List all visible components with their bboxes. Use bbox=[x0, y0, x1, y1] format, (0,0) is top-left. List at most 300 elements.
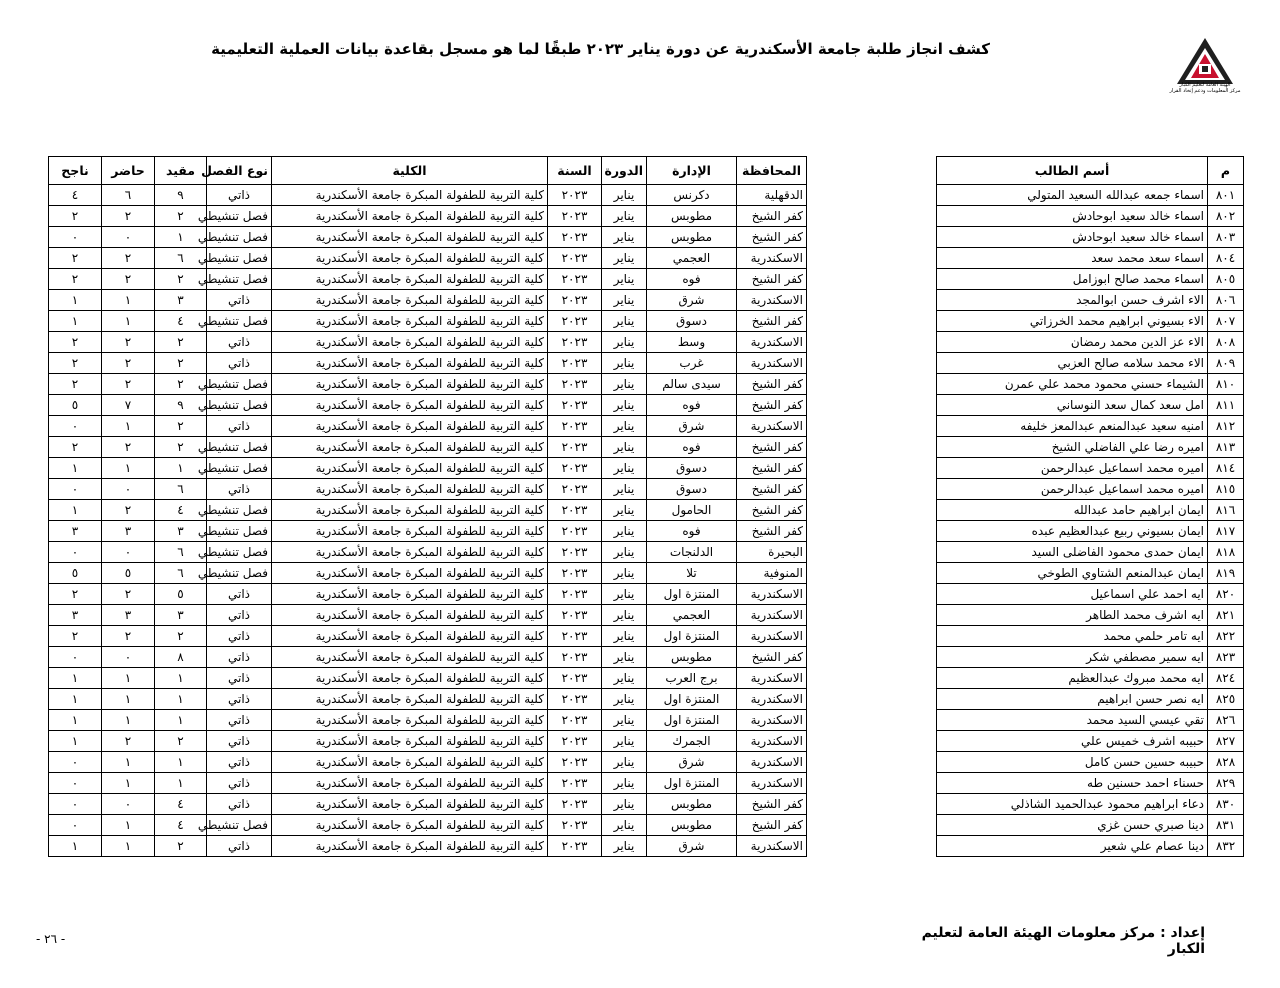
cycle: يناير bbox=[602, 290, 647, 311]
present-count: ٢ bbox=[102, 584, 155, 605]
row-number: ٨٢٥ bbox=[1208, 689, 1244, 710]
year: ٢٠٢٣ bbox=[548, 227, 602, 248]
student-name: ايه نصر حسن ابراهيم bbox=[937, 689, 1208, 710]
registered-count: ١ bbox=[155, 227, 207, 248]
administration: فوه bbox=[647, 269, 737, 290]
student-name: اميره محمد اسماعيل عبدالرحمن bbox=[937, 479, 1208, 500]
registered-count: ٢ bbox=[155, 731, 207, 752]
student-name: ايمان بسيوني ربيع عبدالعظيم عبده bbox=[937, 521, 1208, 542]
faculty: كلية التربية للطفولة المبكرة جامعة الأسكندرية bbox=[272, 521, 548, 542]
year: ٢٠٢٣ bbox=[548, 185, 602, 206]
row-number: ٨٣٠ bbox=[1208, 794, 1244, 815]
present-count: ١ bbox=[102, 836, 155, 857]
passed-count: ١ bbox=[49, 500, 102, 521]
cycle: يناير bbox=[602, 752, 647, 773]
col-header-name: أسم الطالب bbox=[937, 157, 1208, 185]
registered-count: ٥ bbox=[155, 584, 207, 605]
governorate: كفر الشيخ bbox=[737, 269, 807, 290]
registered-count: ٢ bbox=[155, 206, 207, 227]
governorate: الاسكندرية bbox=[737, 605, 807, 626]
table-row bbox=[49, 521, 807, 542]
passed-count: ١ bbox=[49, 731, 102, 752]
present-count: ٠ bbox=[102, 479, 155, 500]
registered-count: ٩ bbox=[155, 395, 207, 416]
administration: غرب bbox=[647, 353, 737, 374]
present-count: ٢ bbox=[102, 248, 155, 269]
registered-count: ٩ bbox=[155, 185, 207, 206]
cycle: يناير bbox=[602, 815, 647, 836]
student-name: حبيبه حسين حسن كامل bbox=[937, 752, 1208, 773]
registered-count: ١ bbox=[155, 710, 207, 731]
registered-count: ٦ bbox=[155, 248, 207, 269]
cycle: يناير bbox=[602, 584, 647, 605]
student-name: ايه احمد علي اسماعيل bbox=[937, 584, 1208, 605]
present-count: ٢ bbox=[102, 374, 155, 395]
table-row bbox=[937, 311, 1244, 332]
present-count: ٠ bbox=[102, 794, 155, 815]
registered-count: ٢ bbox=[155, 374, 207, 395]
year: ٢٠٢٣ bbox=[548, 605, 602, 626]
table-row bbox=[49, 752, 807, 773]
table-row bbox=[49, 269, 807, 290]
row-number: ٨٠٨ bbox=[1208, 332, 1244, 353]
class-type: ذاتي bbox=[207, 752, 272, 773]
present-count: ٧ bbox=[102, 395, 155, 416]
administration: مطوبس bbox=[647, 794, 737, 815]
registered-count: ٦ bbox=[155, 563, 207, 584]
table-row bbox=[937, 332, 1244, 353]
class-type: ذاتي bbox=[207, 416, 272, 437]
governorate: الاسكندرية bbox=[737, 332, 807, 353]
table-row bbox=[49, 206, 807, 227]
table-row bbox=[937, 227, 1244, 248]
cycle: يناير bbox=[602, 416, 647, 437]
student-name: ايمان عبدالمنعم الشتاوي الطوخي bbox=[937, 563, 1208, 584]
present-count: ١ bbox=[102, 710, 155, 731]
row-number: ٨٠٩ bbox=[1208, 353, 1244, 374]
registered-count: ٣ bbox=[155, 290, 207, 311]
governorate: كفر الشيخ bbox=[737, 227, 807, 248]
class-type: ذاتي bbox=[207, 626, 272, 647]
governorate: الاسكندرية bbox=[737, 836, 807, 857]
col-header-class-type: نوع الفصل bbox=[207, 157, 272, 185]
row-number: ٨٠٣ bbox=[1208, 227, 1244, 248]
present-count: ١ bbox=[102, 773, 155, 794]
row-number: ٨٢٩ bbox=[1208, 773, 1244, 794]
table-row bbox=[937, 731, 1244, 752]
governorate: كفر الشيخ bbox=[737, 311, 807, 332]
faculty: كلية التربية للطفولة المبكرة جامعة الأسكندرية bbox=[272, 458, 548, 479]
table-row bbox=[937, 605, 1244, 626]
year: ٢٠٢٣ bbox=[548, 332, 602, 353]
table-row bbox=[49, 353, 807, 374]
faculty: كلية التربية للطفولة المبكرة جامعة الأسكندرية bbox=[272, 437, 548, 458]
year: ٢٠٢٣ bbox=[548, 500, 602, 521]
governorate: كفر الشيخ bbox=[737, 395, 807, 416]
cycle: يناير bbox=[602, 626, 647, 647]
table-row bbox=[937, 668, 1244, 689]
present-count: ٠ bbox=[102, 227, 155, 248]
governorate: الاسكندرية bbox=[737, 773, 807, 794]
table-row bbox=[937, 458, 1244, 479]
year: ٢٠٢٣ bbox=[548, 311, 602, 332]
year: ٢٠٢٣ bbox=[548, 584, 602, 605]
student-name: اميره محمد اسماعيل عبدالرحمن bbox=[937, 458, 1208, 479]
table-row bbox=[937, 248, 1244, 269]
faculty: كلية التربية للطفولة المبكرة جامعة الأسكندرية bbox=[272, 185, 548, 206]
cycle: يناير bbox=[602, 731, 647, 752]
row-number: ٨٠٧ bbox=[1208, 311, 1244, 332]
faculty: كلية التربية للطفولة المبكرة جامعة الأسكندرية bbox=[272, 731, 548, 752]
col-header-m: م bbox=[1208, 157, 1244, 185]
cycle: يناير bbox=[602, 710, 647, 731]
administration: شرق bbox=[647, 290, 737, 311]
faculty: كلية التربية للطفولة المبكرة جامعة الأسكندرية bbox=[272, 836, 548, 857]
registered-count: ٣ bbox=[155, 605, 207, 626]
cycle: يناير bbox=[602, 437, 647, 458]
year: ٢٠٢٣ bbox=[548, 668, 602, 689]
governorate: البحيرة bbox=[737, 542, 807, 563]
passed-count: ٠ bbox=[49, 794, 102, 815]
registered-count: ٢ bbox=[155, 626, 207, 647]
administration: مطوبس bbox=[647, 227, 737, 248]
table-row bbox=[937, 500, 1244, 521]
cycle: يناير bbox=[602, 269, 647, 290]
year: ٢٠٢٣ bbox=[548, 521, 602, 542]
row-number: ٨٣٢ bbox=[1208, 836, 1244, 857]
student-names-table bbox=[936, 156, 1244, 857]
class-type: فصل تنشيطي bbox=[207, 248, 272, 269]
class-type: ذاتي bbox=[207, 710, 272, 731]
registered-count: ٢ bbox=[155, 332, 207, 353]
faculty: كلية التربية للطفولة المبكرة جامعة الأسكندرية bbox=[272, 479, 548, 500]
table-row bbox=[49, 311, 807, 332]
cycle: يناير bbox=[602, 605, 647, 626]
year: ٢٠٢٣ bbox=[548, 794, 602, 815]
governorate: الاسكندرية bbox=[737, 689, 807, 710]
administration: دسوق bbox=[647, 479, 737, 500]
student-name: ايمان حمدى محمود الفاضلى السيد bbox=[937, 542, 1208, 563]
cycle: يناير bbox=[602, 479, 647, 500]
row-number: ٨٢٣ bbox=[1208, 647, 1244, 668]
table-row bbox=[49, 710, 807, 731]
faculty: كلية التربية للطفولة المبكرة جامعة الأسكندرية bbox=[272, 332, 548, 353]
col-header-registered: مقيد bbox=[155, 157, 207, 185]
student-name: دعاء ابراهيم محمود عبدالحميد الشاذلي bbox=[937, 794, 1208, 815]
table-row bbox=[937, 542, 1244, 563]
faculty: كلية التربية للطفولة المبكرة جامعة الأسكندرية bbox=[272, 773, 548, 794]
year: ٢٠٢٣ bbox=[548, 416, 602, 437]
class-type: ذاتي bbox=[207, 794, 272, 815]
administration: مطوبس bbox=[647, 647, 737, 668]
present-count: ٠ bbox=[102, 542, 155, 563]
governorate: الاسكندرية bbox=[737, 626, 807, 647]
student-name: ايه تامر حلمي محمد bbox=[937, 626, 1208, 647]
faculty: كلية التربية للطفولة المبكرة جامعة الأسكندرية bbox=[272, 626, 548, 647]
prepared-by: إعداد : مركز معلومات الهيئة العامة لتعليم الكبار bbox=[921, 925, 1205, 957]
table-row bbox=[937, 437, 1244, 458]
table-row bbox=[49, 542, 807, 563]
class-type: فصل تنشيطي bbox=[207, 227, 272, 248]
cycle: يناير bbox=[602, 458, 647, 479]
row-number: ٨٢٧ bbox=[1208, 731, 1244, 752]
administration: برج العرب bbox=[647, 668, 737, 689]
student-name: الاء بسيوني ابراهيم محمد الخرزاتي bbox=[937, 311, 1208, 332]
table-row bbox=[49, 836, 807, 857]
table-row bbox=[49, 479, 807, 500]
table-row bbox=[49, 731, 807, 752]
registered-count: ٢ bbox=[155, 836, 207, 857]
table-row bbox=[49, 794, 807, 815]
class-type: فصل تنشيطي bbox=[207, 521, 272, 542]
governorate: كفر الشيخ bbox=[737, 815, 807, 836]
table-row bbox=[49, 689, 807, 710]
student-name: الشيماء حسني محمود محمد علي عمرن bbox=[937, 374, 1208, 395]
faculty: كلية التربية للطفولة المبكرة جامعة الأسكندرية bbox=[272, 290, 548, 311]
governorate: الاسكندرية bbox=[737, 290, 807, 311]
table-row bbox=[49, 458, 807, 479]
table-row bbox=[937, 773, 1244, 794]
row-number: ٨١٨ bbox=[1208, 542, 1244, 563]
passed-count: ١ bbox=[49, 458, 102, 479]
passed-count: ١ bbox=[49, 311, 102, 332]
class-type: فصل تنشيطي bbox=[207, 500, 272, 521]
administration: المنتزة اول bbox=[647, 626, 737, 647]
passed-count: ٥ bbox=[49, 563, 102, 584]
administration: شرق bbox=[647, 836, 737, 857]
row-number: ٨١٥ bbox=[1208, 479, 1244, 500]
student-name: امل سعد كمال سعد النوساني bbox=[937, 395, 1208, 416]
row-number: ٨١٢ bbox=[1208, 416, 1244, 437]
year: ٢٠٢٣ bbox=[548, 647, 602, 668]
administration: فوه bbox=[647, 395, 737, 416]
registered-count: ٨ bbox=[155, 647, 207, 668]
table-row bbox=[49, 563, 807, 584]
table-row bbox=[937, 374, 1244, 395]
table-row bbox=[49, 332, 807, 353]
cycle: يناير bbox=[602, 332, 647, 353]
faculty: كلية التربية للطفولة المبكرة جامعة الأسكندرية bbox=[272, 815, 548, 836]
table-row bbox=[937, 416, 1244, 437]
present-count: ٢ bbox=[102, 206, 155, 227]
class-type: فصل تنشيطي bbox=[207, 269, 272, 290]
table-row bbox=[49, 437, 807, 458]
row-number: ٨٠٥ bbox=[1208, 269, 1244, 290]
row-number: ٨٢٤ bbox=[1208, 668, 1244, 689]
year: ٢٠٢٣ bbox=[548, 710, 602, 731]
passed-count: ٠ bbox=[49, 647, 102, 668]
col-header-passed: ناجح bbox=[49, 157, 102, 185]
table-row bbox=[937, 836, 1244, 857]
year: ٢٠٢٣ bbox=[548, 752, 602, 773]
student-name: اسماء سعد محمد سعد bbox=[937, 248, 1208, 269]
administration: العجمي bbox=[647, 248, 737, 269]
present-count: ٥ bbox=[102, 563, 155, 584]
row-number: ٨١٦ bbox=[1208, 500, 1244, 521]
table-row bbox=[937, 185, 1244, 206]
student-name: حبيبه اشرف خميس علي bbox=[937, 731, 1208, 752]
student-name: ايه سمير مصطفي شكر bbox=[937, 647, 1208, 668]
present-count: ١ bbox=[102, 311, 155, 332]
administration: فوه bbox=[647, 437, 737, 458]
row-number: ٨٢٨ bbox=[1208, 752, 1244, 773]
table-row bbox=[937, 269, 1244, 290]
table-row bbox=[937, 290, 1244, 311]
registered-count: ٤ bbox=[155, 500, 207, 521]
year: ٢٠٢٣ bbox=[548, 479, 602, 500]
present-count: ١ bbox=[102, 290, 155, 311]
table-row bbox=[937, 584, 1244, 605]
present-count: ٢ bbox=[102, 332, 155, 353]
student-name: تقي عيسي السيد محمد bbox=[937, 710, 1208, 731]
table-row bbox=[49, 395, 807, 416]
table-row bbox=[937, 710, 1244, 731]
passed-count: ٢ bbox=[49, 584, 102, 605]
year: ٢٠٢٣ bbox=[548, 542, 602, 563]
present-count: ٢ bbox=[102, 437, 155, 458]
year: ٢٠٢٣ bbox=[548, 437, 602, 458]
table-row bbox=[49, 500, 807, 521]
passed-count: ٢ bbox=[49, 374, 102, 395]
table-row bbox=[937, 626, 1244, 647]
administration: المنتزة اول bbox=[647, 689, 737, 710]
governorate: الاسكندرية bbox=[737, 248, 807, 269]
governorate: الاسكندرية bbox=[737, 353, 807, 374]
table-header-row bbox=[49, 157, 807, 185]
class-type: فصل تنشيطي bbox=[207, 374, 272, 395]
page-number: - ٢٦ - bbox=[36, 932, 66, 946]
class-type: فصل تنشيطي bbox=[207, 542, 272, 563]
governorate: كفر الشيخ bbox=[737, 500, 807, 521]
passed-count: ١ bbox=[49, 290, 102, 311]
passed-count: ٢ bbox=[49, 248, 102, 269]
administration: وسط bbox=[647, 332, 737, 353]
administration: شرق bbox=[647, 416, 737, 437]
passed-count: ٥ bbox=[49, 395, 102, 416]
student-name: ايه اشرف محمد الطاهر bbox=[937, 605, 1208, 626]
table-row bbox=[49, 374, 807, 395]
col-header-present: حاضر bbox=[102, 157, 155, 185]
cycle: يناير bbox=[602, 521, 647, 542]
faculty: كلية التربية للطفولة المبكرة جامعة الأسكندرية bbox=[272, 794, 548, 815]
administration: شرق bbox=[647, 752, 737, 773]
cycle: يناير bbox=[602, 395, 647, 416]
student-name: اميره رضا علي الفاضلي الشيخ bbox=[937, 437, 1208, 458]
registered-count: ٢ bbox=[155, 416, 207, 437]
faculty: كلية التربية للطفولة المبكرة جامعة الأسكندرية bbox=[272, 668, 548, 689]
year: ٢٠٢٣ bbox=[548, 269, 602, 290]
row-number: ٨٠٢ bbox=[1208, 206, 1244, 227]
class-type: فصل تنشيطي bbox=[207, 815, 272, 836]
administration: المنتزة اول bbox=[647, 773, 737, 794]
row-number: ٨٣١ bbox=[1208, 815, 1244, 836]
faculty: كلية التربية للطفولة المبكرة جامعة الأسكندرية bbox=[272, 227, 548, 248]
year: ٢٠٢٣ bbox=[548, 290, 602, 311]
class-type: ذاتي bbox=[207, 668, 272, 689]
year: ٢٠٢٣ bbox=[548, 458, 602, 479]
table-row bbox=[937, 647, 1244, 668]
row-number: ٨٢٠ bbox=[1208, 584, 1244, 605]
class-type: ذاتي bbox=[207, 332, 272, 353]
student-name: الاء اشرف حسن ابوالمجد bbox=[937, 290, 1208, 311]
faculty: كلية التربية للطفولة المبكرة جامعة الأسكندرية bbox=[272, 269, 548, 290]
present-count: ٢ bbox=[102, 353, 155, 374]
registered-count: ٤ bbox=[155, 794, 207, 815]
year: ٢٠٢٣ bbox=[548, 563, 602, 584]
administration: مطوبس bbox=[647, 815, 737, 836]
faculty: كلية التربية للطفولة المبكرة جامعة الأسكندرية bbox=[272, 416, 548, 437]
year: ٢٠٢٣ bbox=[548, 395, 602, 416]
administration: المنتزة اول bbox=[647, 584, 737, 605]
passed-count: ٢ bbox=[49, 269, 102, 290]
cycle: يناير bbox=[602, 794, 647, 815]
administration: دكرنس bbox=[647, 185, 737, 206]
row-number: ٨٠٤ bbox=[1208, 248, 1244, 269]
row-number: ٨١٠ bbox=[1208, 374, 1244, 395]
row-number: ٨٠١ bbox=[1208, 185, 1244, 206]
faculty: كلية التربية للطفولة المبكرة جامعة الأسكندرية bbox=[272, 647, 548, 668]
passed-count: ٤ bbox=[49, 185, 102, 206]
row-number: ٨٢٦ bbox=[1208, 710, 1244, 731]
faculty: كلية التربية للطفولة المبكرة جامعة الأسكندرية bbox=[272, 605, 548, 626]
class-type: فصل تنشيطي bbox=[207, 395, 272, 416]
passed-count: ١ bbox=[49, 668, 102, 689]
table-row bbox=[937, 689, 1244, 710]
table-row bbox=[49, 815, 807, 836]
col-header-cycle: الدورة bbox=[602, 157, 647, 185]
year: ٢٠٢٣ bbox=[548, 248, 602, 269]
faculty: كلية التربية للطفولة المبكرة جامعة الأسكندرية bbox=[272, 563, 548, 584]
table-row bbox=[49, 773, 807, 794]
year: ٢٠٢٣ bbox=[548, 689, 602, 710]
table-row bbox=[49, 668, 807, 689]
class-type: ذاتي bbox=[207, 584, 272, 605]
passed-count: ٠ bbox=[49, 416, 102, 437]
class-type: ذاتي bbox=[207, 290, 272, 311]
governorate: الاسكندرية bbox=[737, 584, 807, 605]
administration: تلا bbox=[647, 563, 737, 584]
class-type: فصل تنشيطي bbox=[207, 437, 272, 458]
governorate: الاسكندرية bbox=[737, 710, 807, 731]
passed-count: ٠ bbox=[49, 815, 102, 836]
passed-count: ١ bbox=[49, 710, 102, 731]
passed-count: ٠ bbox=[49, 542, 102, 563]
col-header-admin: الإدارة bbox=[647, 157, 737, 185]
registered-count: ٢ bbox=[155, 269, 207, 290]
cycle: يناير bbox=[602, 836, 647, 857]
row-number: ٨٢١ bbox=[1208, 605, 1244, 626]
administration: سيدى سالم bbox=[647, 374, 737, 395]
cycle: يناير bbox=[602, 689, 647, 710]
year: ٢٠٢٣ bbox=[548, 374, 602, 395]
table-row bbox=[49, 647, 807, 668]
cycle: يناير bbox=[602, 647, 647, 668]
administration: الجمرك bbox=[647, 731, 737, 752]
faculty: كلية التربية للطفولة المبكرة جامعة الأسكندرية bbox=[272, 353, 548, 374]
governorate: كفر الشيخ bbox=[737, 521, 807, 542]
governorate: كفر الشيخ bbox=[737, 374, 807, 395]
passed-count: ٠ bbox=[49, 773, 102, 794]
governorate: كفر الشيخ bbox=[737, 647, 807, 668]
registered-count: ١ bbox=[155, 689, 207, 710]
student-name: ايمان ابراهيم حامد عبدالله bbox=[937, 500, 1208, 521]
governorate: كفر الشيخ bbox=[737, 479, 807, 500]
student-name: دينا عصام علي شعير bbox=[937, 836, 1208, 857]
faculty: كلية التربية للطفولة المبكرة جامعة الأسكندرية bbox=[272, 542, 548, 563]
governorate: كفر الشيخ bbox=[737, 206, 807, 227]
registered-count: ٣ bbox=[155, 521, 207, 542]
governorate: الاسكندرية bbox=[737, 731, 807, 752]
